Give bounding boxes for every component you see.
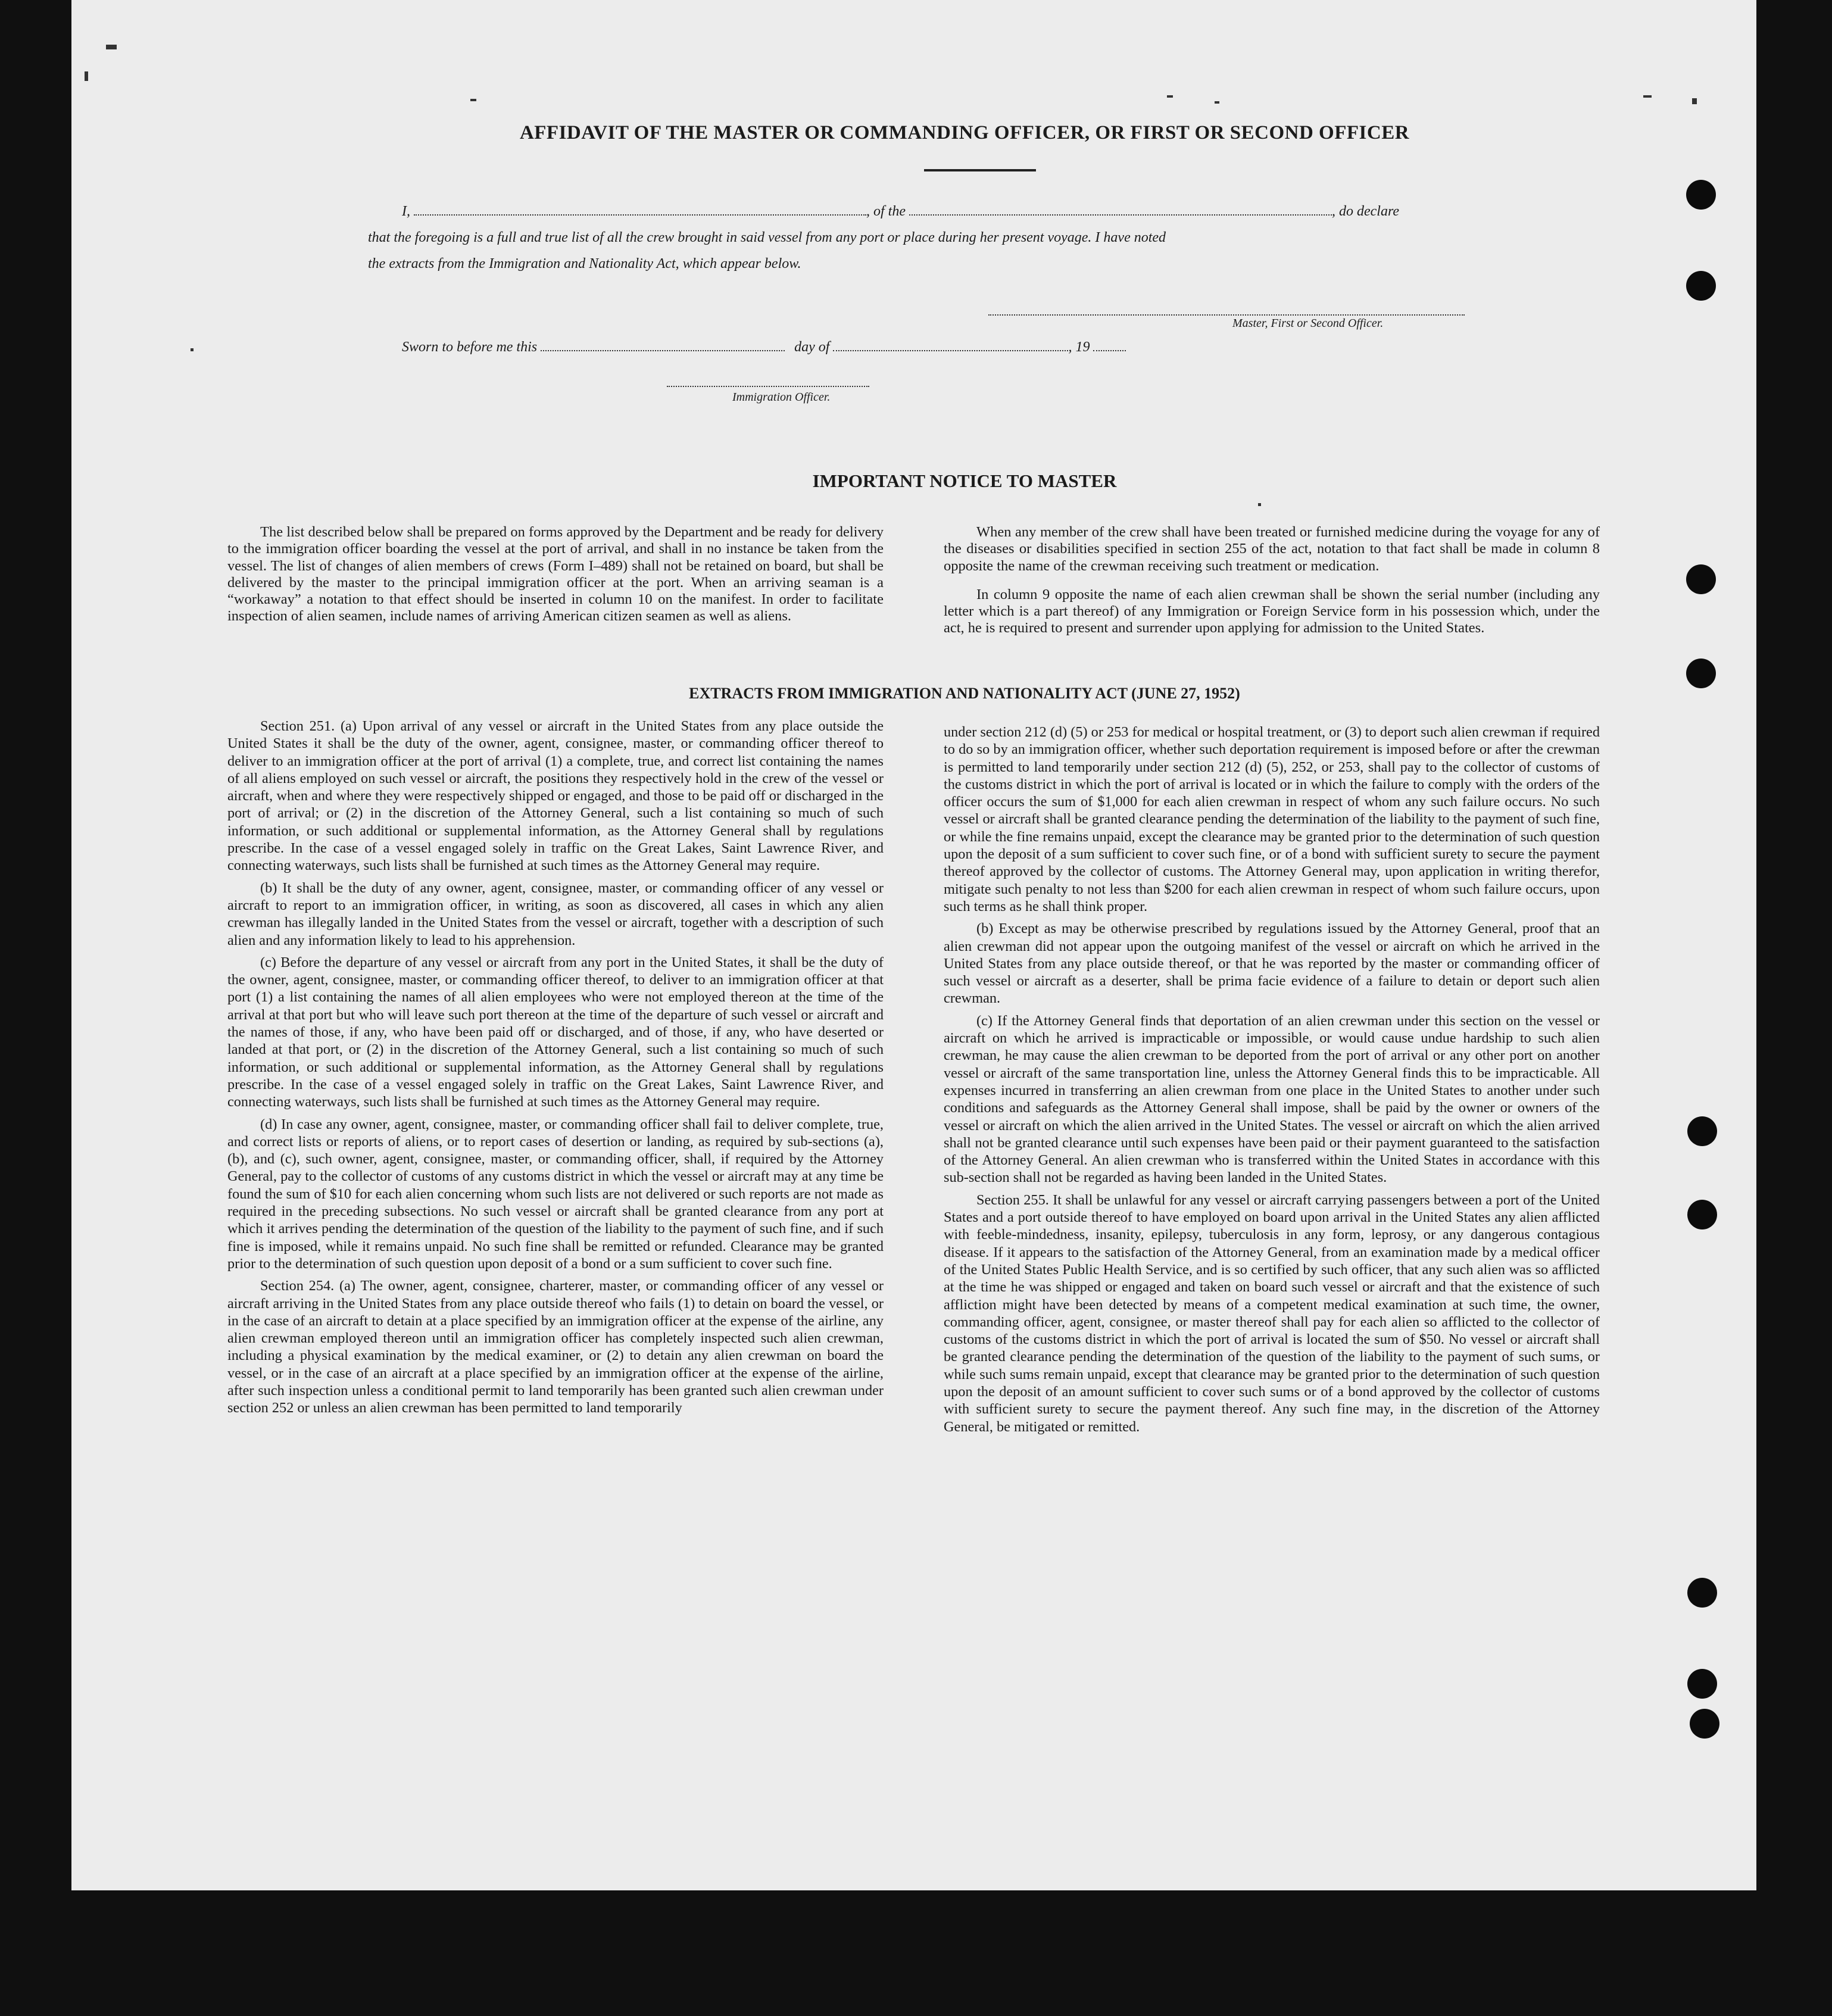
punch-hole (1687, 1669, 1717, 1699)
punch-hole (1687, 1116, 1717, 1146)
notice-left-paragraph: The list described below shall be prepared on forms approved by the Department and be ready for delivery to the immigration officer boarding the vessel at the port of arrival, and shall in no instance be taken from the vessel. The list of changes of alien members of crews (Form I–489) shall not be retained on board, but shall be delivered by the master to the principal immigration officer at the port. When an arriving seaman is a “workaway” a notation to that effect should be inserted in column 10 on the manifest. In order to facilitate inspection of alien seamen, include names of arriving American citizen seamen as well as aliens. (227, 524, 884, 625)
section-254-a-continued: under section 212 (d) (5) or 253 for medical or hospital treatment, or (3) to deport such alien crewman if required to do so by an immigration officer, whether such deportation requirement is imposed before or after the crewman is permitted to land temporarily under section 212 (d) (5), 252, or 253, shall pay to the collector of customs of the customs district in which the port of arrival is located or in which the failure to comply with the orders of the officer occurs the sum of $1,000 for each alien crewman in respect of whom any such failure occurs. No such vessel or aircraft shall be granted clearance pending the determination of the liability to the payment of such fine, or while the fine remains unpaid, except the clearance may be granted prior to the determination of such question upon the deposit of a sum sufficient to cover such fine, or of a bond with sufficient surety to secure the payment thereof approved by the collector of customs. The Attorney General may, upon application in writing therefor, mitigate such penalty to not less than $200 for each alien crewman in respect of whom such failure occurs, upon such terms as he shall think proper. (944, 724, 1600, 915)
section-254-b: (b) Except as may be otherwise prescribed by regulations issued by the Attorney General, proof that an alien crewman did not appear upon the outgoing manifest of the vessel or aircraft on which he arrived in the United States from any place outside thereof, or that he was reported by the master or commanding officer of such vessel or aircraft as a deserter, shall be prima facie evidence of a failure to detain or deport such alien crewman. (944, 920, 1600, 1007)
sworn-year-field[interactable] (1093, 339, 1126, 351)
section-254-c: (c) If the Attorney General finds that deportation of an alien crewman under this section on the vessel or aircraft on which he arrived is impracticable or impossible, or would cause undue hardship to such alien crewman, he may cause the alien crewman to be deported from the port of arrival or any other port on another vessel or aircraft of the same transportation line, unless the Attorney General finds this to be impracticable. All expenses incurred in transferring an alien crewman from one place in the United States to another under such conditions and safeguards as the Attorney General shall impose, shall be paid by the owner or owners of the vessel or aircraft on which the alien arrived in the United States. The vessel or aircraft on which the alien arrived shall not be granted clearance until such expenses have been paid or their payment guaranteed to the satisfaction of the Attorney General. An alien crewman who is transferred within the United States in accordance with this sub-section shall not be regarded as having been landed in the United States. (944, 1012, 1600, 1186)
section-255: Section 255. It shall be unlawful for any vessel or aircraft carrying passengers between a port of the United States and a port outside thereof to have employed on board upon arrival in the United States any alien afflicted with feeble-mindedness, insanity, epilepsy, tuberculosis in any form, leprosy, or any dangerous contagious disease. If it appears to the satisfaction of the Attorney General, from an examination made by a medical officer of the United States Public Health Service, and is so certified by such officer, that any such alien was so afflicted at the time he was shipped or engaged and taken on board such vessel or aircraft and that the existence of such affliction might have been detected by means of a competent medical examination at such time, the owner, commanding officer, agent, consignee, or master thereof shall pay for each alien so afflicted to the collector of customs of the customs district in which the port of arrival is located the sum of $50. No vessel or aircraft shall be granted clearance pending the determination of the question of the liability to the payment of such sums, or while such sums remain unpaid, except that clearance may be granted prior to the determination of such question upon the deposit of an amount sufficient to cover such sums or of a bond approved by the collector of customs with sufficient surety to secure the payment thereof. Any such fine may, in the discretion of the Attorney General, be mitigated or remitted. (944, 1191, 1600, 1435)
section-251-d: (d) In case any owner, agent, consignee, master, or commanding officer shall fail to deliver complete, true, and correct lists or reports of aliens, or to report cases of desertion or landing, as required by sub-sections (a), (b), and (c), such owner, agent, consignee, master, or commanding officer, shall, if required by the Attorney General, pay to the collector of customs of any customs district in which the vessel or aircraft may at any time be found the sum of $10 for each alien concerning whom such lists are not delivered or such reports are not made as required in the preceding subsections. No such vessel or aircraft shall be granted clearance from any port at which it arrives pending the determination of the question of the liability to the payment of such fine, and if such fine is imposed, while it remains unpaid. No such fine shall be remitted or refunded. Clearance may be granted prior to the determination of such question upon deposit of a bond or a sum sufficient to cover such fine. (227, 1116, 884, 1272)
notice-title: IMPORTANT NOTICE TO MASTER (812, 470, 1117, 491)
sworn-day-field[interactable] (541, 339, 785, 351)
notice-right-column (944, 524, 1600, 642)
notice-right-paragraph-2: In column 9 opposite the name of each alien crewman shall be shown the serial number (including any letter which is a part thereof) of any Immigration or Foreign Service form in his possession which, under the act, he is required to present and surrender upon applying for admission to the United States. (944, 586, 1600, 636)
sworn-line (402, 334, 1474, 360)
punch-hole (1690, 1709, 1719, 1739)
of-the-label: , of the (866, 204, 906, 219)
section-251-a: Section 251. (a) Upon arrival of any vessel or aircraft in the United States from any place outside the United States it shall be the duty of the owner, agent, consignee, master, or commanding officer thereof to deliver to an immigration officer at the port of arrival (1) a complete, true, and correct list containing the names of all aliens employed on such vessel or aircraft, the positions they respectively hold in the crew of the vessel or aircraft, when and where they were respectively shipped or engaged, and those to be paid off or discharged in the port of arrival; or (2) in the discretion of the Attorney General, such a list containing so much of such information, or such additional or supplemental information, as the Attorney General shall by regulations prescribe. In the case of a vessel engaged solely in traffic on the Great Lakes, Saint Lawrence River, and connecting waterways, such lists shall be furnished at such times as the Attorney General may require. (227, 718, 884, 874)
punch-hole (1686, 271, 1716, 301)
sworn-label: Sworn to before me this (402, 339, 538, 355)
section-251-b: (b) It shall be the duty of any owner, agent, consignee, master, or commanding officer of any vessel or aircraft to report to an immigration officer, in writing, as soon as discovered, all cases in which any alien crewman has illegally landed in the United States from the vessel or aircraft, together with a description of such alien and any information likely to lead to his apprehension. (227, 879, 884, 948)
do-declare-label: , do declare (1332, 204, 1400, 219)
extracts-left-column (227, 717, 884, 1422)
affidavit-title: AFFIDAVIT OF THE MASTER OR COMMANDING OFFICER, OR FIRST OR SECOND OFFICER (519, 122, 1410, 143)
document-page (71, 0, 1756, 1890)
extracts-right-column (944, 723, 1600, 1440)
punch-hole (1686, 659, 1716, 688)
officer-signature-line[interactable] (667, 381, 869, 387)
punch-hole (1687, 1578, 1717, 1608)
sworn-month-field[interactable] (833, 339, 1068, 351)
officer-signature-label: Immigration Officer. (732, 391, 831, 404)
title-rule (924, 169, 1036, 171)
notice-right-paragraph-1: When any member of the crew shall have been treated or furnished medicine during the voyage for any of the diseases or disabilities specified in section 255 of the act, notation to that fact shall be made in column 8 opposite the name of the crewman receiving such treatment or medication. (944, 524, 1600, 574)
affidavit-line-3: the extracts from the Immigration and Nationality Act, which appear below. (368, 256, 801, 271)
affidavit-i-label: I, (402, 204, 410, 219)
day-of-label: day of (794, 339, 830, 355)
punch-hole (1686, 180, 1716, 210)
affidavit-line-1 (402, 198, 1533, 224)
notice-left-column (227, 524, 884, 630)
affidavit-line-2: that the foregoing is a full and true list of all the crew brought in said vessel from any port or place during her present voyage. I have noted (368, 230, 1166, 245)
master-signature-line[interactable] (988, 310, 1465, 316)
name-field[interactable] (414, 204, 866, 216)
master-signature-label: Master, First or Second Officer. (1232, 317, 1384, 330)
section-251-c: (c) Before the departure of any vessel or aircraft from any port in the United States, it shall be the duty of the owner, agent, consignee, master, or commanding officer thereof, to deliver to an immigration officer at that port (1) a list containing the names of all alien employees who were not employed thereon at the time of the arrival at that port but who will leave such port thereon at the time of the departure of such vessel or aircraft and the names of those, if any, who have been paid off or discharged, and of those, if any, who have deserted or landed at that port, or (2) in the discretion of the Attorney General, such a list containing so much of such information, or such additional or supplemental information, as the Attorney General shall by regulations prescribe. In the case of a vessel engaged solely in traffic on the Great Lakes, Saint Lawrence River, and connecting waterways, such lists shall be furnished at such times as the Attorney General may require. (227, 954, 884, 1110)
extracts-title: EXTRACTS FROM IMMIGRATION AND NATIONALITY ACT (JUNE 27, 1952) (689, 685, 1240, 702)
year-label: , 19 (1068, 339, 1090, 355)
punch-hole (1686, 564, 1716, 594)
punch-hole (1687, 1200, 1717, 1229)
vessel-field[interactable] (909, 204, 1332, 216)
section-254-a: Section 254. (a) The owner, agent, consignee, charterer, master, or commanding officer of any vessel or aircraft arriving in the United States from any place outside thereof who fails (1) to detain on board the vessel, or in the case of an aircraft to detain at a place specified by an immigration officer at the expense of the airline, any alien crewman employed thereon until an immigration officer has completely inspected such alien crewman, including a physical examination by the medical examiner, or (2) to detain any alien crewman on board the vessel, or in the case of an aircraft at a place specified by an immigration officer at the expense of the airline, after such inspection unless a conditional permit to land temporarily has been granted such alien crewman under section 252 or unless an alien crewman has been permitted to land temporarily (227, 1278, 884, 1416)
